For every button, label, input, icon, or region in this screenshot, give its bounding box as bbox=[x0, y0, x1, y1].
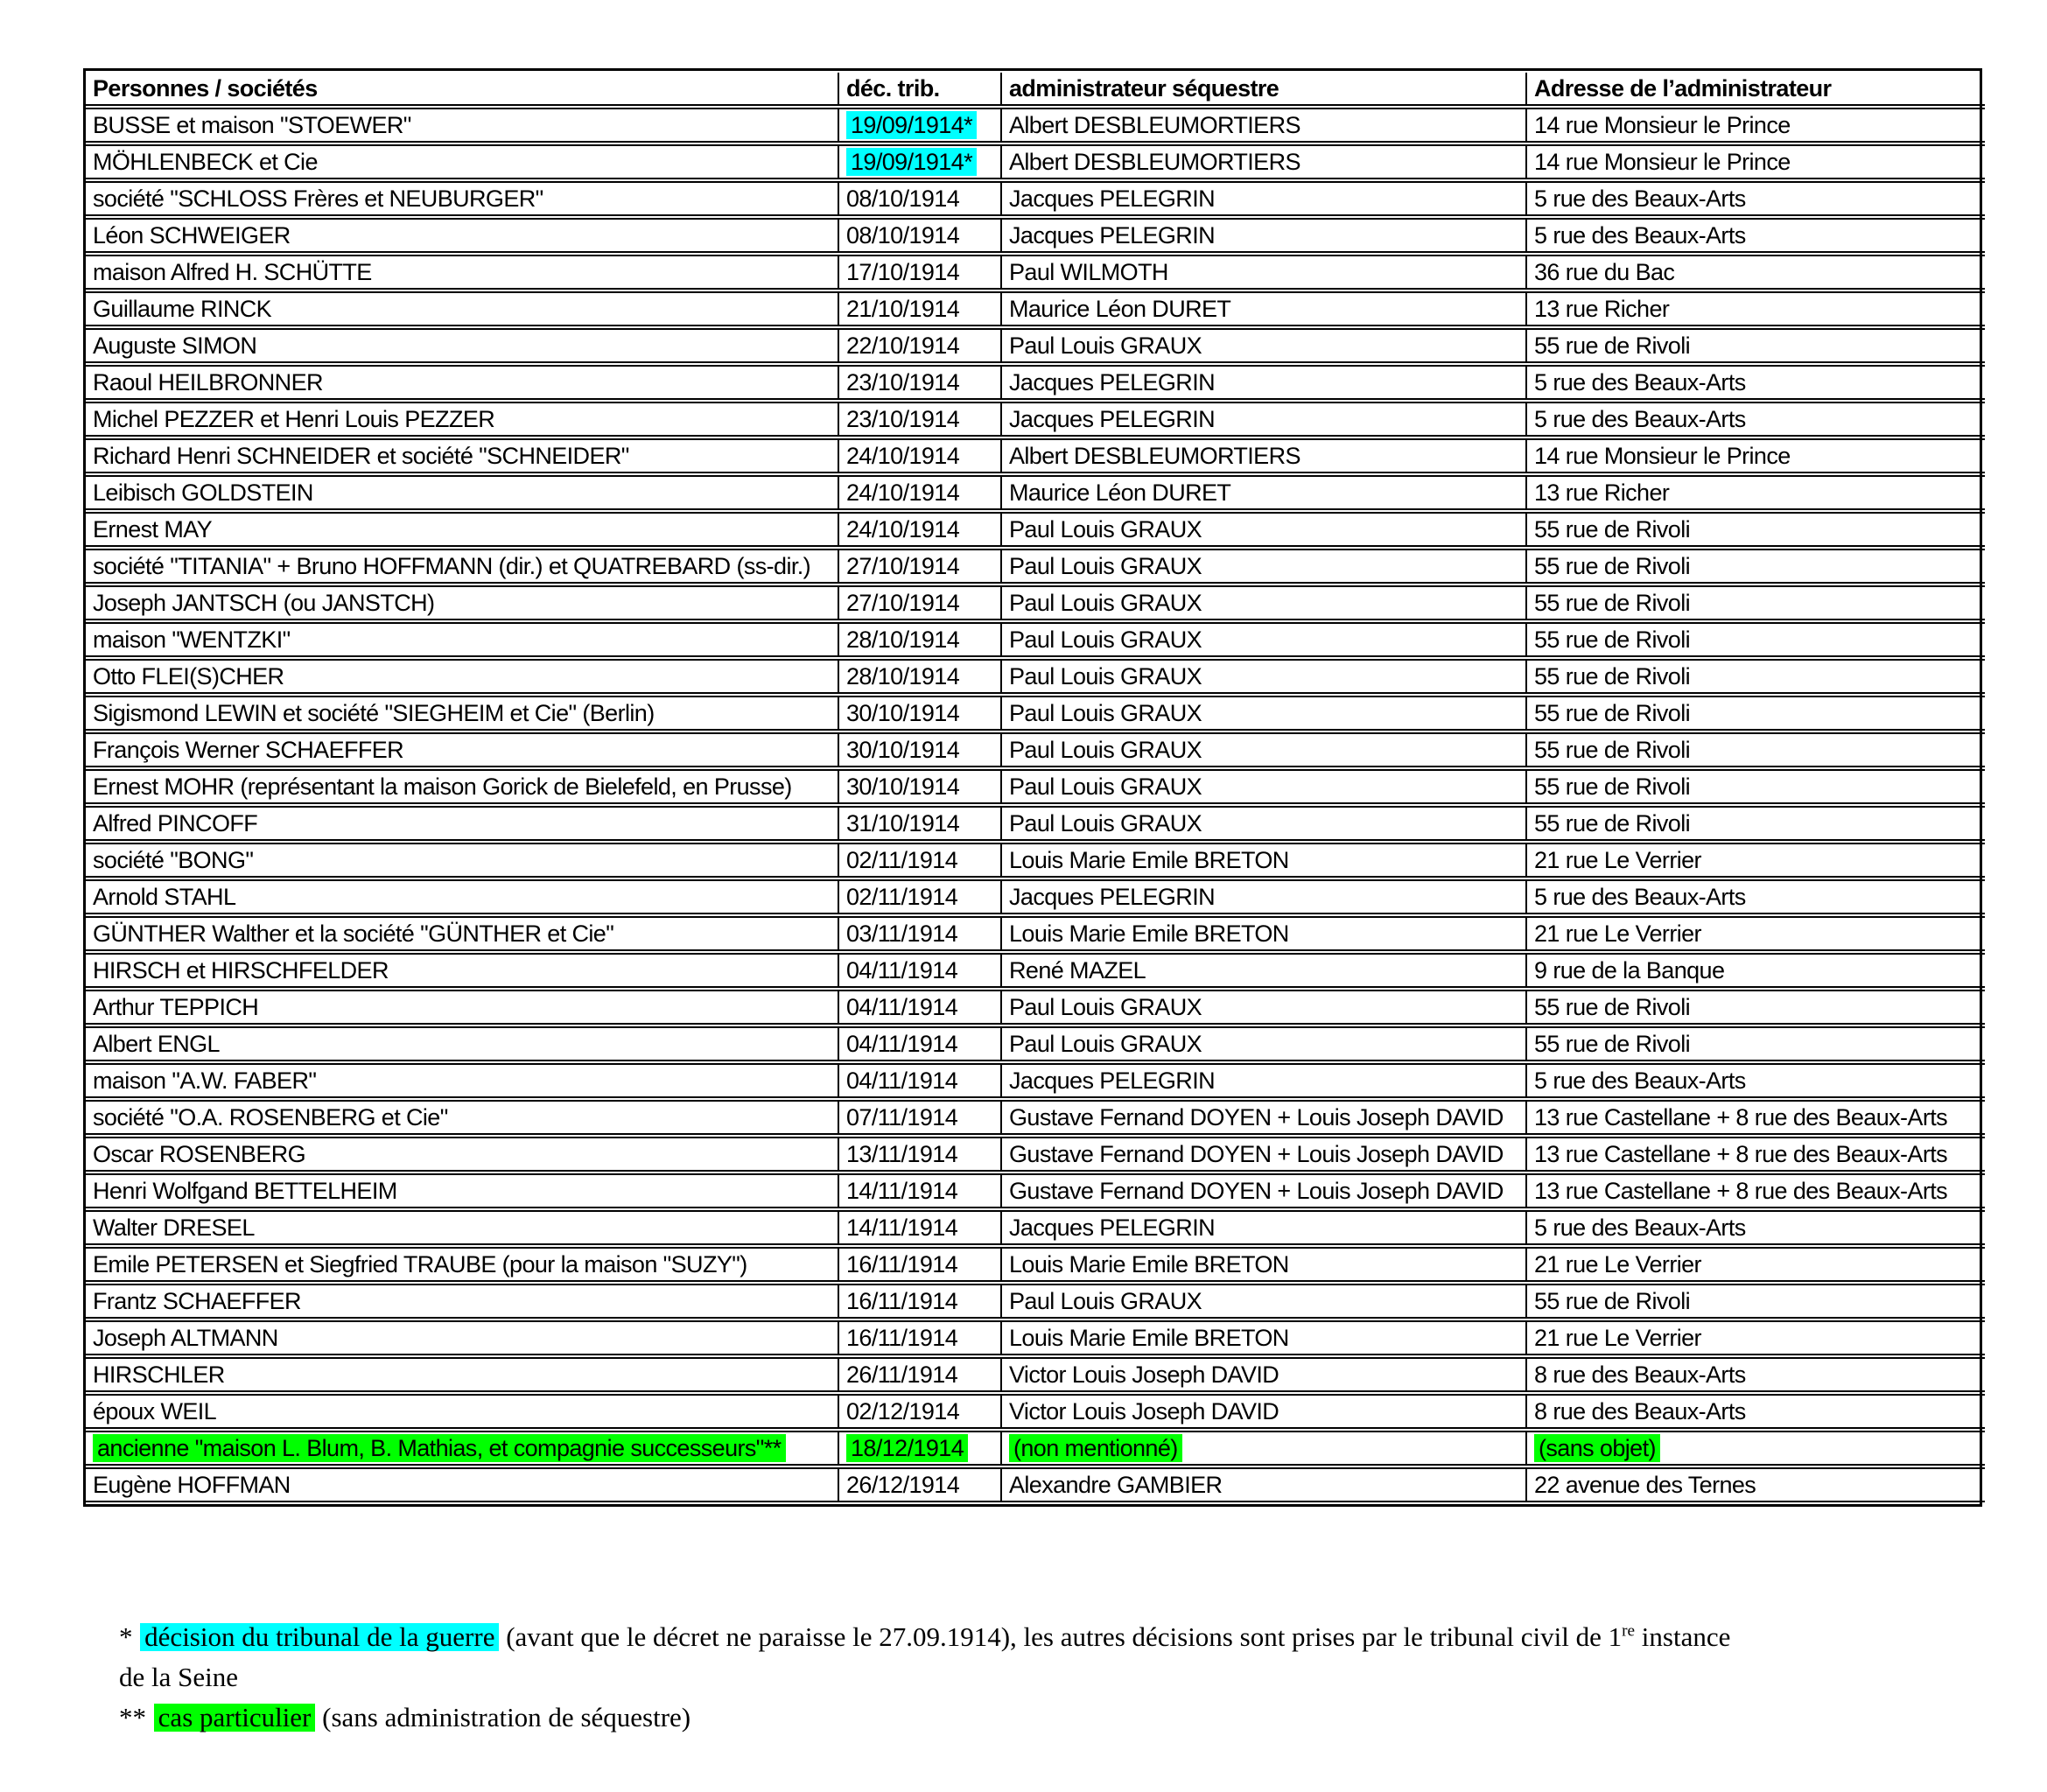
person-cell: Guillaume RINCK bbox=[86, 291, 839, 326]
table-row bbox=[86, 1357, 1985, 1392]
col-header-administrateur-sequestre: administrateur séquestre bbox=[1002, 73, 1527, 106]
table-row bbox=[86, 291, 1985, 326]
date-cell: 04/11/1914 bbox=[839, 1063, 1002, 1098]
date-cell: 16/11/1914 bbox=[839, 1320, 1002, 1355]
date-cell: 04/11/1914 bbox=[839, 953, 1002, 988]
date-cell: 02/11/1914 bbox=[839, 879, 1002, 914]
address-cell: 13 rue Richer bbox=[1527, 291, 1985, 326]
table-row bbox=[86, 438, 1985, 473]
date-cell: 17/10/1914 bbox=[839, 255, 1002, 290]
address-cell: 5 rue des Beaux-Arts bbox=[1527, 1063, 1985, 1098]
admin-cell: Gustave Fernand DOYEN + Louis Joseph DAVID bbox=[1002, 1100, 1527, 1135]
table-body bbox=[86, 108, 1985, 1502]
admin-cell: Gustave Fernand DOYEN + Louis Joseph DAVID bbox=[1002, 1137, 1527, 1172]
table-row bbox=[86, 879, 1985, 914]
person-cell: société "TITANIA" + Bruno HOFFMANN (dir.) et QUATREBARD (ss-dir.) bbox=[86, 549, 839, 584]
table-row bbox=[86, 1210, 1985, 1245]
table-row bbox=[86, 659, 1985, 694]
address-cell: 21 rue Le Verrier bbox=[1527, 916, 1985, 951]
person-cell: Albert ENGL bbox=[86, 1026, 839, 1061]
person-cell: Sigismond LEWIN et société "SIEGHEIM et Cie" (Berlin) bbox=[86, 696, 839, 731]
date-cell: 28/10/1914 bbox=[839, 622, 1002, 657]
person-cell: MÖHLENBECK et Cie bbox=[86, 144, 839, 179]
table-header bbox=[86, 73, 1985, 106]
admin-cell: Albert DESBLEUMORTIERS bbox=[1002, 144, 1527, 179]
table-row bbox=[86, 108, 1985, 143]
person-cell: Frantz SCHAEFFER bbox=[86, 1284, 839, 1319]
table-row bbox=[86, 402, 1985, 437]
person-cell: Joseph ALTMANN bbox=[86, 1320, 839, 1355]
date-cell: 24/10/1914 bbox=[839, 475, 1002, 510]
footnote-2-marker: ** bbox=[119, 1702, 146, 1732]
admin-cell: Maurice Léon DURET bbox=[1002, 291, 1527, 326]
address-cell: 5 rue des Beaux-Arts bbox=[1527, 365, 1985, 400]
date-cell: 30/10/1914 bbox=[839, 769, 1002, 804]
admin-cell: Louis Marie Emile BRETON bbox=[1002, 916, 1527, 951]
address-cell: 5 rue des Beaux-Arts bbox=[1527, 879, 1985, 914]
highlighted-text: (non mentionné) bbox=[1009, 1434, 1182, 1462]
table-row bbox=[86, 1467, 1985, 1502]
person-cell: Michel PEZZER et Henri Louis PEZZER bbox=[86, 402, 839, 437]
address-cell: 36 rue du Bac bbox=[1527, 255, 1985, 290]
footnote-1-highlight: décision du tribunal de la guerre bbox=[140, 1623, 499, 1651]
admin-cell: René MAZEL bbox=[1002, 953, 1527, 988]
date-cell: 30/10/1914 bbox=[839, 696, 1002, 731]
date-cell: 16/11/1914 bbox=[839, 1284, 1002, 1319]
date-cell: 24/10/1914 bbox=[839, 512, 1002, 547]
footnote-1-text: (avant que le décret ne paraisse le 27.09.1914), les autres décisions sont prises par le tribunal civil de 1 bbox=[499, 1621, 1623, 1652]
address-cell: 14 rue Monsieur le Prince bbox=[1527, 108, 1985, 143]
person-cell: Emile PETERSEN et Siegfried TRAUBE (pour la maison "SUZY") bbox=[86, 1247, 839, 1282]
admin-cell: Paul Louis GRAUX bbox=[1002, 769, 1527, 804]
table-row bbox=[86, 144, 1985, 179]
person-cell: société "SCHLOSS Frères et NEUBURGER" bbox=[86, 181, 839, 216]
address-cell: 55 rue de Rivoli bbox=[1527, 512, 1985, 547]
admin-cell: Gustave Fernand DOYEN + Louis Joseph DAVID bbox=[1002, 1173, 1527, 1208]
person-cell: BUSSE et maison "STOEWER" bbox=[86, 108, 839, 143]
col-header-personnes-societes: Personnes / sociétés bbox=[86, 73, 839, 106]
admin-cell: Paul Louis GRAUX bbox=[1002, 549, 1527, 584]
person-cell: HIRSCH et HIRSCHFELDER bbox=[86, 953, 839, 988]
footnote-2 bbox=[119, 1698, 1957, 1738]
date-cell: 02/11/1914 bbox=[839, 843, 1002, 878]
col-header-dec-trib: déc. trib. bbox=[839, 73, 1002, 106]
person-cell: Oscar ROSENBERG bbox=[86, 1137, 839, 1172]
date-cell: 02/12/1914 bbox=[839, 1394, 1002, 1429]
date-cell: 27/10/1914 bbox=[839, 585, 1002, 620]
address-cell: 55 rue de Rivoli bbox=[1527, 328, 1985, 363]
address-cell bbox=[1527, 1431, 1985, 1466]
address-cell: 55 rue de Rivoli bbox=[1527, 696, 1985, 731]
date-cell: 14/11/1914 bbox=[839, 1210, 1002, 1245]
address-cell: 5 rue des Beaux-Arts bbox=[1527, 181, 1985, 216]
admin-cell: Paul Louis GRAUX bbox=[1002, 585, 1527, 620]
admin-cell bbox=[1002, 1431, 1527, 1466]
table-row bbox=[86, 1247, 1985, 1282]
person-cell: société "O.A. ROSENBERG et Cie" bbox=[86, 1100, 839, 1135]
table-row bbox=[86, 365, 1985, 400]
address-cell: 55 rue de Rivoli bbox=[1527, 1284, 1985, 1319]
address-cell: 14 rue Monsieur le Prince bbox=[1527, 438, 1985, 473]
address-cell: 21 rue Le Verrier bbox=[1527, 1320, 1985, 1355]
table-row bbox=[86, 512, 1985, 547]
address-cell: 14 rue Monsieur le Prince bbox=[1527, 144, 1985, 179]
table-row bbox=[86, 585, 1985, 620]
footnote-2-text: (sans administration de séquestre) bbox=[315, 1702, 691, 1732]
person-cell: société "BONG" bbox=[86, 843, 839, 878]
date-cell: 14/11/1914 bbox=[839, 1173, 1002, 1208]
address-cell: 5 rue des Beaux-Arts bbox=[1527, 1210, 1985, 1245]
person-cell: maison "WENTZKI" bbox=[86, 622, 839, 657]
person-cell: Joseph JANTSCH (ou JANSTCH) bbox=[86, 585, 839, 620]
person-cell bbox=[86, 1431, 839, 1466]
admin-cell: Albert DESBLEUMORTIERS bbox=[1002, 438, 1527, 473]
address-cell: 55 rue de Rivoli bbox=[1527, 622, 1985, 657]
table-row bbox=[86, 1063, 1985, 1098]
date-cell: 07/11/1914 bbox=[839, 1100, 1002, 1135]
table-row bbox=[86, 1173, 1985, 1208]
date-cell: 13/11/1914 bbox=[839, 1137, 1002, 1172]
table-row bbox=[86, 769, 1985, 804]
table-row bbox=[86, 953, 1985, 988]
address-cell: 55 rue de Rivoli bbox=[1527, 990, 1985, 1025]
person-cell: Ernest MAY bbox=[86, 512, 839, 547]
date-cell: 23/10/1914 bbox=[839, 402, 1002, 437]
admin-cell: Victor Louis Joseph DAVID bbox=[1002, 1394, 1527, 1429]
address-cell: 22 avenue des Ternes bbox=[1527, 1467, 1985, 1502]
table-row bbox=[86, 218, 1985, 253]
date-cell bbox=[839, 108, 1002, 143]
date-cell: 23/10/1914 bbox=[839, 365, 1002, 400]
table-row bbox=[86, 255, 1985, 290]
admin-cell: Paul Louis GRAUX bbox=[1002, 1026, 1527, 1061]
table-row bbox=[86, 916, 1985, 951]
address-cell: 8 rue des Beaux-Arts bbox=[1527, 1394, 1985, 1429]
admin-cell: Paul Louis GRAUX bbox=[1002, 328, 1527, 363]
admin-cell: Maurice Léon DURET bbox=[1002, 475, 1527, 510]
table-row bbox=[86, 1320, 1985, 1355]
footnote-1-superscript: re bbox=[1622, 1621, 1636, 1641]
date-cell: 27/10/1914 bbox=[839, 549, 1002, 584]
person-cell: HIRSCHLER bbox=[86, 1357, 839, 1392]
admin-cell: Paul Louis GRAUX bbox=[1002, 696, 1527, 731]
address-cell: 55 rue de Rivoli bbox=[1527, 732, 1985, 767]
col-header-adresse-administrateur: Adresse de l’administrateur bbox=[1527, 73, 1985, 106]
person-cell: époux WEIL bbox=[86, 1394, 839, 1429]
table-row bbox=[86, 806, 1985, 841]
person-cell: maison Alfred H. SCHÜTTE bbox=[86, 255, 839, 290]
admin-cell: Paul WILMOTH bbox=[1002, 255, 1527, 290]
highlighted-text: 19/09/1914* bbox=[846, 111, 977, 139]
date-cell: 31/10/1914 bbox=[839, 806, 1002, 841]
admin-cell: Jacques PELEGRIN bbox=[1002, 1063, 1527, 1098]
admin-cell: Paul Louis GRAUX bbox=[1002, 990, 1527, 1025]
person-cell: François Werner SCHAEFFER bbox=[86, 732, 839, 767]
footnote-1 bbox=[119, 1617, 1957, 1657]
table bbox=[86, 71, 1985, 1504]
table-row bbox=[86, 1137, 1985, 1172]
date-cell: 26/11/1914 bbox=[839, 1357, 1002, 1392]
address-cell: 55 rue de Rivoli bbox=[1527, 806, 1985, 841]
admin-cell: Paul Louis GRAUX bbox=[1002, 659, 1527, 694]
address-cell: 55 rue de Rivoli bbox=[1527, 769, 1985, 804]
person-cell: Henri Wolfgand BETTELHEIM bbox=[86, 1173, 839, 1208]
address-cell: 9 rue de la Banque bbox=[1527, 953, 1985, 988]
table-row bbox=[86, 181, 1985, 216]
date-cell: 24/10/1914 bbox=[839, 438, 1002, 473]
address-cell: 13 rue Castellane + 8 rue des Beaux-Arts bbox=[1527, 1173, 1985, 1208]
admin-cell: Paul Louis GRAUX bbox=[1002, 512, 1527, 547]
admin-cell: Louis Marie Emile BRETON bbox=[1002, 1320, 1527, 1355]
person-cell: Walter DRESEL bbox=[86, 1210, 839, 1245]
table-row bbox=[86, 1431, 1985, 1466]
footnote-2-highlight: cas particulier bbox=[154, 1704, 316, 1732]
date-cell: 30/10/1914 bbox=[839, 732, 1002, 767]
person-cell: Leibisch GOLDSTEIN bbox=[86, 475, 839, 510]
admin-cell: Jacques PELEGRIN bbox=[1002, 365, 1527, 400]
date-cell: 04/11/1914 bbox=[839, 990, 1002, 1025]
address-cell: 55 rue de Rivoli bbox=[1527, 549, 1985, 584]
date-cell: 28/10/1914 bbox=[839, 659, 1002, 694]
person-cell: Léon SCHWEIGER bbox=[86, 218, 839, 253]
address-cell: 21 rue Le Verrier bbox=[1527, 843, 1985, 878]
admin-cell: Paul Louis GRAUX bbox=[1002, 622, 1527, 657]
footnotes bbox=[119, 1617, 1957, 1738]
highlighted-text: (sans objet) bbox=[1534, 1434, 1660, 1462]
table-row bbox=[86, 1394, 1985, 1429]
admin-cell: Alexandre GAMBIER bbox=[1002, 1467, 1527, 1502]
date-cell: 03/11/1914 bbox=[839, 916, 1002, 951]
address-cell: 5 rue des Beaux-Arts bbox=[1527, 218, 1985, 253]
sequestration-table bbox=[83, 68, 1982, 1507]
admin-cell: Jacques PELEGRIN bbox=[1002, 218, 1527, 253]
address-cell: 55 rue de Rivoli bbox=[1527, 659, 1985, 694]
person-cell: Arnold STAHL bbox=[86, 879, 839, 914]
person-cell: GÜNTHER Walther et la société "GÜNTHER et Cie" bbox=[86, 916, 839, 951]
person-cell: Auguste SIMON bbox=[86, 328, 839, 363]
admin-cell: Victor Louis Joseph DAVID bbox=[1002, 1357, 1527, 1392]
address-cell: 8 rue des Beaux-Arts bbox=[1527, 1357, 1985, 1392]
table-row bbox=[86, 1100, 1985, 1135]
table-row bbox=[86, 696, 1985, 731]
address-cell: 13 rue Castellane + 8 rue des Beaux-Arts bbox=[1527, 1137, 1985, 1172]
table-row bbox=[86, 622, 1985, 657]
admin-cell: Louis Marie Emile BRETON bbox=[1002, 843, 1527, 878]
date-cell: 04/11/1914 bbox=[839, 1026, 1002, 1061]
highlighted-text: 18/12/1914 bbox=[846, 1434, 968, 1462]
person-cell: Otto FLEI(S)CHER bbox=[86, 659, 839, 694]
admin-cell: Louis Marie Emile BRETON bbox=[1002, 1247, 1527, 1282]
date-cell: 08/10/1914 bbox=[839, 181, 1002, 216]
highlighted-text: 19/09/1914* bbox=[846, 148, 977, 176]
address-cell: 55 rue de Rivoli bbox=[1527, 1026, 1985, 1061]
table-row bbox=[86, 1284, 1985, 1319]
person-cell: Alfred PINCOFF bbox=[86, 806, 839, 841]
address-cell: 21 rue Le Verrier bbox=[1527, 1247, 1985, 1282]
address-cell: 5 rue des Beaux-Arts bbox=[1527, 402, 1985, 437]
table-row bbox=[86, 475, 1985, 510]
table-row bbox=[86, 843, 1985, 878]
date-cell: 26/12/1914 bbox=[839, 1467, 1002, 1502]
admin-cell: Jacques PELEGRIN bbox=[1002, 1210, 1527, 1245]
footnote-1-continuation: de la Seine bbox=[119, 1662, 239, 1692]
table-row bbox=[86, 328, 1985, 363]
address-cell: 13 rue Castellane + 8 rue des Beaux-Arts bbox=[1527, 1100, 1985, 1135]
footnote-1-text-end: instance bbox=[1635, 1621, 1731, 1652]
admin-cell: Jacques PELEGRIN bbox=[1002, 181, 1527, 216]
date-cell bbox=[839, 144, 1002, 179]
admin-cell: Paul Louis GRAUX bbox=[1002, 1284, 1527, 1319]
address-cell: 13 rue Richer bbox=[1527, 475, 1985, 510]
person-cell: Eugène HOFFMAN bbox=[86, 1467, 839, 1502]
person-cell: Arthur TEPPICH bbox=[86, 990, 839, 1025]
highlighted-text: ancienne "maison L. Blum, B. Mathias, et compagnie successeurs"** bbox=[93, 1434, 786, 1462]
table-row bbox=[86, 990, 1985, 1025]
date-cell: 22/10/1914 bbox=[839, 328, 1002, 363]
person-cell: maison "A.W. FABER" bbox=[86, 1063, 839, 1098]
date-cell: 08/10/1914 bbox=[839, 218, 1002, 253]
admin-cell: Jacques PELEGRIN bbox=[1002, 879, 1527, 914]
admin-cell: Jacques PELEGRIN bbox=[1002, 402, 1527, 437]
person-cell: Raoul HEILBRONNER bbox=[86, 365, 839, 400]
person-cell: Ernest MOHR (représentant la maison Gorick de Bielefeld, en Prusse) bbox=[86, 769, 839, 804]
header-row bbox=[86, 73, 1985, 106]
footnote-1-marker: * bbox=[119, 1621, 133, 1652]
table-row bbox=[86, 732, 1985, 767]
address-cell: 55 rue de Rivoli bbox=[1527, 585, 1985, 620]
person-cell: Richard Henri SCHNEIDER et société "SCHNEIDER" bbox=[86, 438, 839, 473]
date-cell: 16/11/1914 bbox=[839, 1247, 1002, 1282]
date-cell: 21/10/1914 bbox=[839, 291, 1002, 326]
admin-cell: Albert DESBLEUMORTIERS bbox=[1002, 108, 1527, 143]
table-row bbox=[86, 1026, 1985, 1061]
admin-cell: Paul Louis GRAUX bbox=[1002, 806, 1527, 841]
admin-cell: Paul Louis GRAUX bbox=[1002, 732, 1527, 767]
table-row bbox=[86, 549, 1985, 584]
date-cell bbox=[839, 1431, 1002, 1466]
